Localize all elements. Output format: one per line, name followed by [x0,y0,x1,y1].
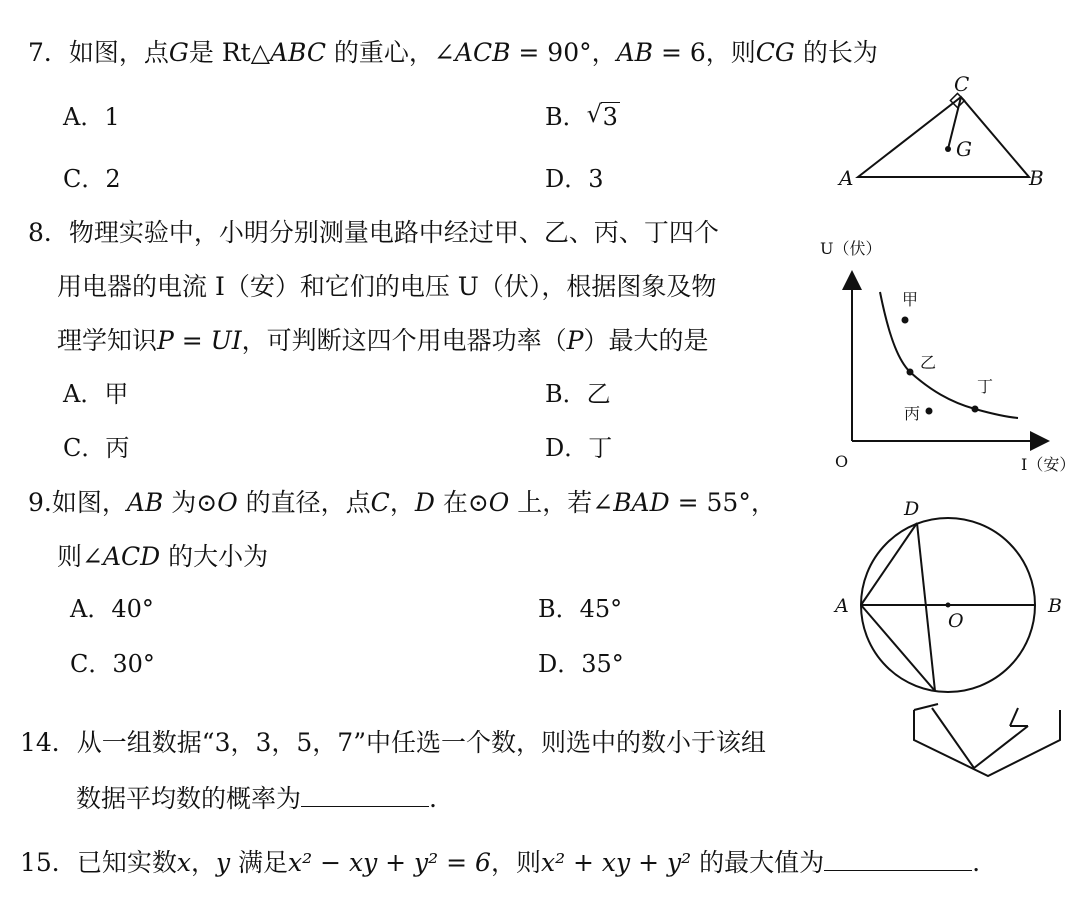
q7-option-c[interactable]: C．2 [63,165,121,193]
q9-line-2: 则∠ACD 的大小为 [57,542,269,571]
label-yi: 乙 [920,353,937,372]
label-c: C [954,72,970,96]
q8-line-2: 用电器的电流 I（安）和它们的电压 U（伏），根据图象及物 [57,272,717,301]
q8-ui-graph-figure [818,232,1080,477]
q7-number: 7． [28,38,69,67]
q7-stem: 7．如图，点G是 Rt△ABC 的重心，∠ACB = 90°，AB = 6，则CG 的长为 [28,38,878,67]
q14-line-1: 14．从一组数据“3，3，5，7”中任选一个数，则选中的数小于该组 [20,728,766,757]
x-axis-label: I（安） [1021,455,1076,474]
q8-option-c[interactable]: C．丙 [63,434,130,462]
q8-option-d[interactable]: D．丁 [545,434,613,462]
q9-option-d[interactable]: D．35° [538,650,624,678]
q9-option-a[interactable]: A．40° [70,595,154,623]
label-b: B [1048,595,1062,617]
partial-figure [910,702,1070,782]
q7-option-a[interactable]: A．1 [63,103,120,131]
label-a: A [839,166,854,190]
q8-option-a[interactable]: A．甲 [63,380,129,408]
q8-line-1: 8．物理实验中，小明分别测量电路中经过甲、乙、丙、丁四个 [28,218,719,247]
label-bing: 丙 [904,404,921,423]
label-ding: 丁 [977,377,994,396]
q15-line: 15．已知实数x，y 满足x² − xy + y² = 6，则x² + xy + y² 的最大值为 . [20,848,981,877]
q7-option-d[interactable]: D．3 [545,165,604,193]
sqrt-symbol: √ 3 [586,100,618,131]
label-jia: 甲 [902,290,919,309]
q9-circle-figure [830,495,1080,700]
q9-option-b[interactable]: B．45° [538,595,623,623]
label-o: O [948,610,964,632]
label-a: A [835,595,849,617]
q14-line-2: 数据平均数的概率为 . [76,784,437,813]
q8-option-b[interactable]: B．乙 [545,380,611,408]
q8-line-3: 理学知识P = UI，可判断这四个用电器功率（P）最大的是 [57,326,709,355]
q9-line-1: 9.如图，AB 为⊙O 的直径，点C，D 在⊙O 上，若∠BAD = 55°， [28,488,776,517]
label-g: G [956,137,972,161]
label-b: B [1029,166,1044,190]
answer-blank-14[interactable] [301,786,429,807]
q7-option-b[interactable]: B． √ 3 [545,100,618,131]
answer-blank-15[interactable] [824,850,972,871]
q7-triangle-figure [836,70,1056,190]
label-d: D [904,498,920,520]
origin-label: O [835,452,849,471]
q9-option-c[interactable]: C．30° [70,650,155,678]
y-axis-label: U（伏） [820,239,882,258]
